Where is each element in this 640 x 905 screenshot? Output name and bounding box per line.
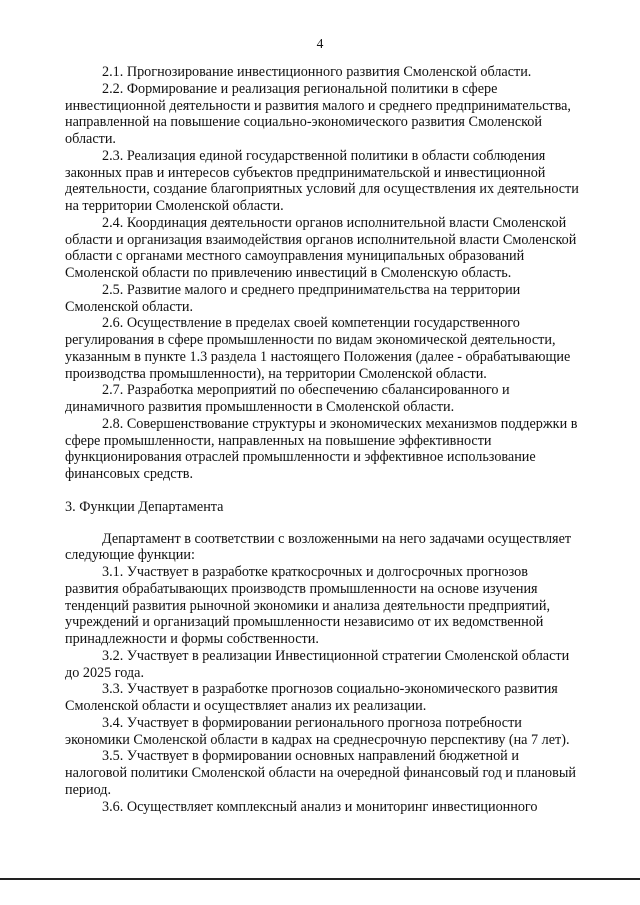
paragraph-3-1: 3.1. Участвует в разработке краткосрочных и долгосрочных прогнозов развития обрабатывающих производств промышленности на основе изучения тенденций развития рыночной экономики и анализа деятельности предприятий, учреждений и организаций промышленности независимо от их ведомственной принадлежности и формы собственности.: [65, 564, 551, 647]
paragraph-2-4: 2.4. Координация деятельности органов исполнительной власти Смоленской области и организация взаимодействия органов исполнительной власти Смоленской области с органами местного самоуправления муниципальных образований Смоленской области по привлечению инвестиций в Смоленскую область.: [65, 214, 577, 281]
paragraph-3-4: 3.4. Участвует в формировании регионального прогноза потребности экономики Смоленской области в кадрах на среднесрочную перспективу (на 7 лет).: [65, 714, 570, 748]
section-3-intro: Департамент в соответствии с возложенными на него задачами осуществляет следующие функции:: [65, 530, 572, 564]
paragraph-3-2: 3.2. Участвует в реализации Инвестиционной стратегии Смоленской области до 2025 года.: [65, 647, 570, 681]
footer-rule: [0, 878, 640, 880]
paragraph-2-7: 2.7. Разработка мероприятий по обеспечению сбалансированного и динамичного развития промышленности в Смоленской области.: [65, 382, 510, 415]
paragraph-2-5: 2.5. Развитие малого и среднего предпринимательства на территории Смоленской области.: [65, 281, 521, 315]
paragraph-3-6: 3.6. Осуществляет комплексный анализ и мониторинг инвестиционного: [102, 798, 538, 815]
paragraph-2-3: 2.3. Реализация единой государственной политики в области соблюдения законных прав и интересов субъектов предпринимательской и инвестиционной деятельности, создание благоприятных условий для осуществления их деятельности на территории Смоленской области.: [65, 147, 579, 214]
paragraph-2-8: 2.8. Совершенствование структуры и экономических механизмов поддержки в сфере промышленности, направленных на повышение эффективности функционирования отраслей промышленности и эффективное использование финансовых средств.: [65, 415, 578, 482]
paragraph-2-2: 2.2. Формирование и реализация региональной политики в сфере инвестиционной деятельности и развития малого и среднего предпринимательства, направленной на повышение социально-экономического развития Смоленской области.: [65, 80, 571, 147]
paragraph-3-3: 3.3. Участвует в разработке прогнозов социально-экономического развития Смоленской области и осуществляет анализ их реализации.: [65, 681, 558, 714]
document-body: [65, 64, 612, 815]
page-number: 4: [316, 36, 324, 51]
section-3-heading: 3. Функции Департамента: [65, 498, 224, 515]
paragraph-3-5: 3.5. Участвует в формировании основных направлений бюджетной и налоговой политики Смоленской области на очередной финансовый год и плановый период.: [65, 748, 576, 798]
paragraph-2-1: 2.1. Прогнозирование инвестиционного развития Смоленской области.: [102, 64, 532, 80]
paragraph-2-6: 2.6. Осуществление в пределах своей компетенции государственного регулирования в сфере промышленности по видам экономической деятельности, указанным в пункте 1.3 раздела 1 настоящего Положения (далее - обрабатывающие производства промышленности), на территории Смоленской области.: [65, 315, 571, 382]
